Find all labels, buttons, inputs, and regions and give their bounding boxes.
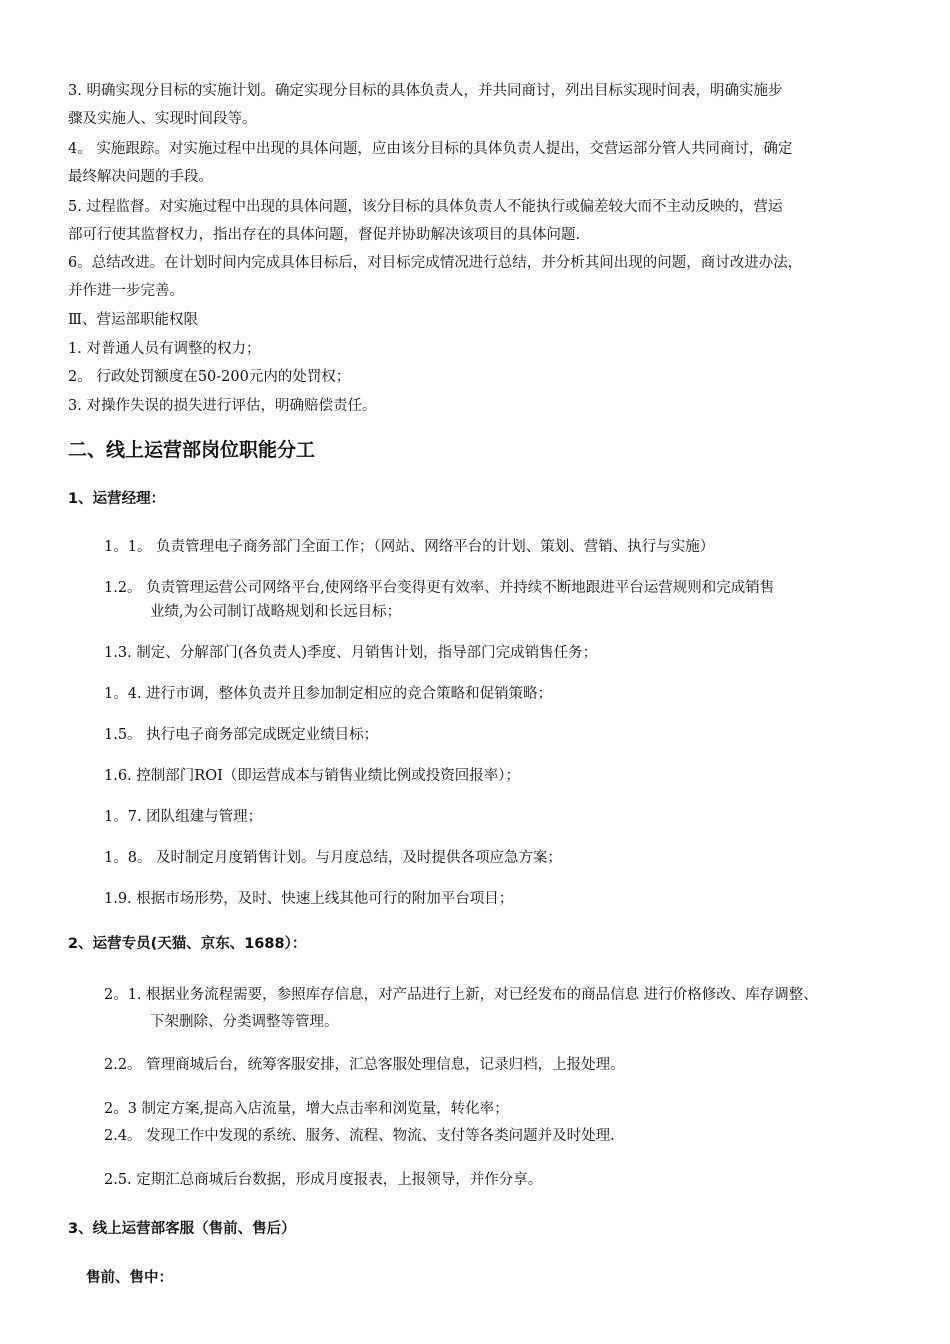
paragraph-6-line-1: 6。总结改进。在计划时间内完成具体目标后，对目标完成情况进行总结，并分析其间出现的问题，商讨改进办法，: [68, 255, 803, 271]
manager-item-6: 1.6. 控制部门ROI（即运营成本与销售业绩比例或投资回报率）；: [104, 768, 521, 784]
section-heading: 二、线上运营部岗位职能分工: [68, 439, 316, 461]
manager-item-2-line-2: 业绩,为公司制订战略规划和长远目标；: [150, 604, 402, 620]
paragraph-3-line-2: 骤及实施人、实现时间段等。: [68, 111, 257, 127]
manager-item-8: 1。8。 及时制定月度销售计划。与月度总结，及时提供各项应急方案；: [104, 850, 563, 866]
specialist-item-1-line-1: 2。1. 根据业务流程需要，参照库存信息，对产品进行上新，对已经发布的商品信息 进行价格修改、库存调整、: [104, 987, 818, 1003]
specialist-item-5: 2.5. 定期汇总商城后台数据，形成月度报表，上报领导，并作分享。: [104, 1172, 543, 1188]
manager-item-7: 1。7. 团队组建与管理；: [104, 809, 263, 825]
manager-item-2-line-1: 1.2。 负责管理运营公司网络平台,使网络平台变得更有效率、并持续不断地跟进平台运营规则和完成销售: [104, 580, 775, 596]
service-subheading: 售前、售中：: [86, 1270, 173, 1286]
manager-item-9: 1.9. 根据市场形势，及时、快速上线其他可行的附加平台项目；: [104, 891, 514, 907]
authority-item-2: 2。 行政处罚额度在50-200元内的处罚权；: [68, 369, 351, 385]
specialist-heading: 2、运营专员(天猫、京东、1688）：: [68, 936, 307, 952]
paragraph-5-line-2: 部可行使其监督权力，指出存在的具体问题，督促并协助解决该项目的具体问题.: [68, 227, 581, 243]
specialist-item-3: 2。3 制定方案,提高入店流量，增大点击率和浏览量，转化率；: [104, 1101, 509, 1117]
paragraph-4-line-1: 4。 实施跟踪。对实施过程中出现的具体问题，应由该分目标的具体负责人提出，交营运部分管人共同商讨，确定: [68, 141, 793, 157]
specialist-item-1-line-2: 下架删除、分类调整等管理。: [150, 1014, 339, 1030]
paragraph-4-line-2: 最终解决问题的手段。: [68, 169, 213, 185]
authority-heading: Ⅲ、营运部职能权限: [68, 312, 198, 328]
paragraph-6-line-2: 并作进一步完善。: [68, 283, 184, 299]
manager-item-4: 1。4. 进行市调，整体负责并且参加制定相应的竞合策略和促销策略；: [104, 686, 553, 702]
specialist-item-4: 2.4。 发现工作中发现的系统、服务、流程、物流、支付等各类问题并及时处理.: [104, 1128, 615, 1144]
manager-item-3: 1.3. 制定、分解部门(各负责人)季度、月销售计划，指导部门完成销售任务；: [104, 645, 598, 661]
specialist-item-2: 2.2。 管理商城后台，统筹客服安排，汇总客服处理信息，记录归档，上报处理。: [104, 1057, 625, 1073]
authority-item-3: 3. 对操作失误的损失进行评估，明确赔偿责任。: [68, 398, 377, 414]
paragraph-3-line-1: 3. 明确实现分目标的实施计划。确定实现分目标的具体负责人，并共同商讨，列出目标实现时间表，明确实施步: [68, 83, 783, 99]
authority-item-1: 1. 对普通人员有调整的权力；: [68, 341, 261, 357]
manager-heading: 1、运营经理：: [68, 491, 166, 507]
paragraph-5-line-1: 5. 过程监督。对实施过程中出现的具体问题，该分目标的具体负责人不能执行或偏差较大而不主动反映的，营运: [68, 199, 783, 215]
manager-item-1: 1。1。 负责管理电子商务部门全面工作；（网站、网络平台的计划、策划、营销、执行与实施）: [104, 539, 715, 555]
service-heading: 3、线上运营部客服（售前、售后）: [68, 1221, 296, 1237]
manager-item-5: 1.5。 执行电子商务部完成既定业绩目标；: [104, 727, 379, 743]
